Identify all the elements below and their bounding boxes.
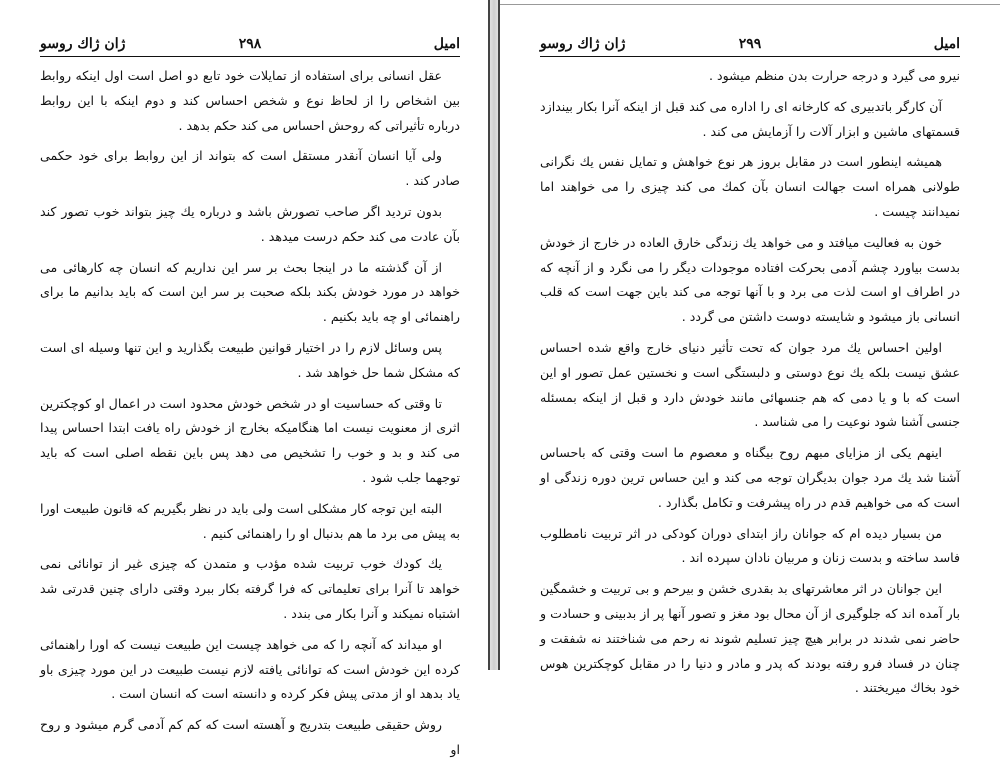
paragraph: از آن گذشته ما در اینجا بحث بر سر این نداریم که انسان چه کارهائی می خواهد در مورد خودش بکند بلکه صحبت بر سر این است که باید بدانیم ما برای راهنمائی او چه باید بکنیم . <box>40 259 460 325</box>
paragraph: اینهم یکی از مزایای مبهم روح بیگناه و معصوم ما است وقتی که باحساس آشنا شد یك مرد جوان بدیگران توجه می کند و این حساس ترین دوره زندگی او است که می خواهیم قدم در راه پیشرفت و تکامل بگذارد . <box>540 445 960 510</box>
left-header-author: ژان ژاك روسو <box>40 36 126 52</box>
paragraph: ولی آیا انسان آنقدر مستقل است که بتواند از این روابط برای خود حکمی صادر کند . <box>40 148 460 189</box>
paragraph: همیشه اینطور است در مقابل بروز هر نوع خواهش و تمایل نفس یك نگرانی طولانی همراه است جهالت انسان بآن کمك می کند چیزی را می خواهند اما نمیدانند چیست . <box>540 154 960 219</box>
left-page-number: ۲۹۸ <box>238 36 262 52</box>
paragraph: یك کودك خوب تربیت شده مؤدب و متمدن که چیزی غیر از توانائی نمی خواهد تا آنرا برای تعلیماتی که فرا گرفته بکار ببرد وقتی دارای چنین قدرتی شد اشتباه نمیکند و آنرا بکار می بندد . <box>40 556 460 621</box>
right-page-body <box>540 64 960 707</box>
paragraph: او میداند که آنچه را که می خواهد چیست این طبیعت نیست که اورا راهنمائی کرده این خودش است که توانائی یافته لازم نیست طبیعت در این مورد چیزی باو یاد بدهد او از مدتی پیش فکر کرده و دانسته است که انسان است . <box>40 636 460 702</box>
paragraph: خون به فعالیت میافتد و می خواهد یك زندگی خارق العاده در خارج از خودش بدست بیاورد چشم آدمی بحرکت افتاده موجودات دیگر را می نگرد و از آنچه که در اطراف او است لذت می برد و با آنها توجه می کند باین جهت است که قلب انسانی باز میشود و شایسته دوست داشتن می گردد . <box>540 234 960 325</box>
paragraph: اولین احساس یك مرد جوان که تحت تأثیر دنیای خارج واقع شده احساس عشق نیست بلکه یك نوع دوستی و دلبستگی است و نخستین عمل تصور او این است که با و یا دمی که هم جنسهائی مانند خودش دارد و قبل از اینکه بمسئله جنسی آشنا شود نوعیت را می شناسد . <box>540 339 960 430</box>
left-header-title: امیل <box>433 36 460 52</box>
paragraph: تا وقتی که حساسیت او در شخص خودش محدود است در اعمال او کوچکترین اثری از معنویت نیست اما هنگامیکه بخارج از خودش راه یافت ابتدا احساس پیدا می کند و بد و خوب را تشخیص می دهد پس باین نقطه اصلی است که باید توجهما جلب شود . <box>40 395 460 485</box>
paragraph: این جوانان در اثر معاشرتهای بد بقدری خشن و بیرحم و بی تربیت و خشمگین بار آمده اند که جلوگیری از آن محال بود مغز و تصور آنها پر از بدبینی و حسادت و حاضر نمی شدند در برابر هیچ چیز تسلیم شوند نه رحم می شناختند نه شفقت و چنان در فساد فرو رفته بودند که پدر و مادر و دنیا را در مقابل کوچکترین هوس خود بخاك میریختند . <box>540 581 960 696</box>
right-page <box>500 0 1000 696</box>
paragraph: عقل انسانی برای استفاده از تمایلات خود تابع دو اصل است اول اینکه روابط بین اشخاص را از لحاظ نوع و شخص احساس کند و دوم اینکه با این روابط درباره تأثیراتی که روحش احساس می کند حکم بدهد . <box>40 68 460 133</box>
page-edge-left <box>488 0 490 670</box>
left-page <box>0 0 488 757</box>
paragraph: من بسیار دیده ام که جوانان راز ابتدای دوران کودکی در اثر تربیت نامطلوب فاسد ساخته و بدست زنان و مربیان نادان سپرده اند . <box>540 525 960 566</box>
right-header-title: امیل <box>933 36 960 52</box>
paragraph: روش حقیقی طبیعت بتدریج و آهسته است که کم کم آدمی گرم میشود و روح او <box>40 717 460 757</box>
paragraph: نیرو می گیرد و درجه حرارت بدن منظم میشود . <box>709 68 960 83</box>
left-page-header <box>40 34 460 57</box>
right-page-header <box>540 34 960 57</box>
paragraph: بدون تردید اگر صاحب تصورش باشد و درباره یك چیز بتواند خوب تصور کند بآن عادت می کند حکم درست میدهد . <box>40 203 460 244</box>
paragraph: البته این توجه کار مشکلی است ولی باید در نظر بگیریم که قانون طبیعت اورا به پیش می برد ما هم بدنبال او را راهنمائی کنیم . <box>40 500 460 541</box>
page-edge-top <box>500 4 1000 5</box>
paragraph: پس وسائل لازم را در اختیار قوانین طبیعت بگذارید و این تنها وسیله ای است که مشکل شما حل خواهد شد . <box>40 339 460 380</box>
paragraph: آن کارگر باتدبیری که کارخانه ای را اداره می کند قبل از اینکه آنرا بکار بیندازد قسمتهای ماشین و ابزار آلات را آزمایش می کند . <box>540 98 960 139</box>
right-header-author: ژان ژاك روسو <box>540 36 626 52</box>
right-page-number: ۲۹۹ <box>738 36 762 52</box>
left-page-body <box>40 64 460 769</box>
